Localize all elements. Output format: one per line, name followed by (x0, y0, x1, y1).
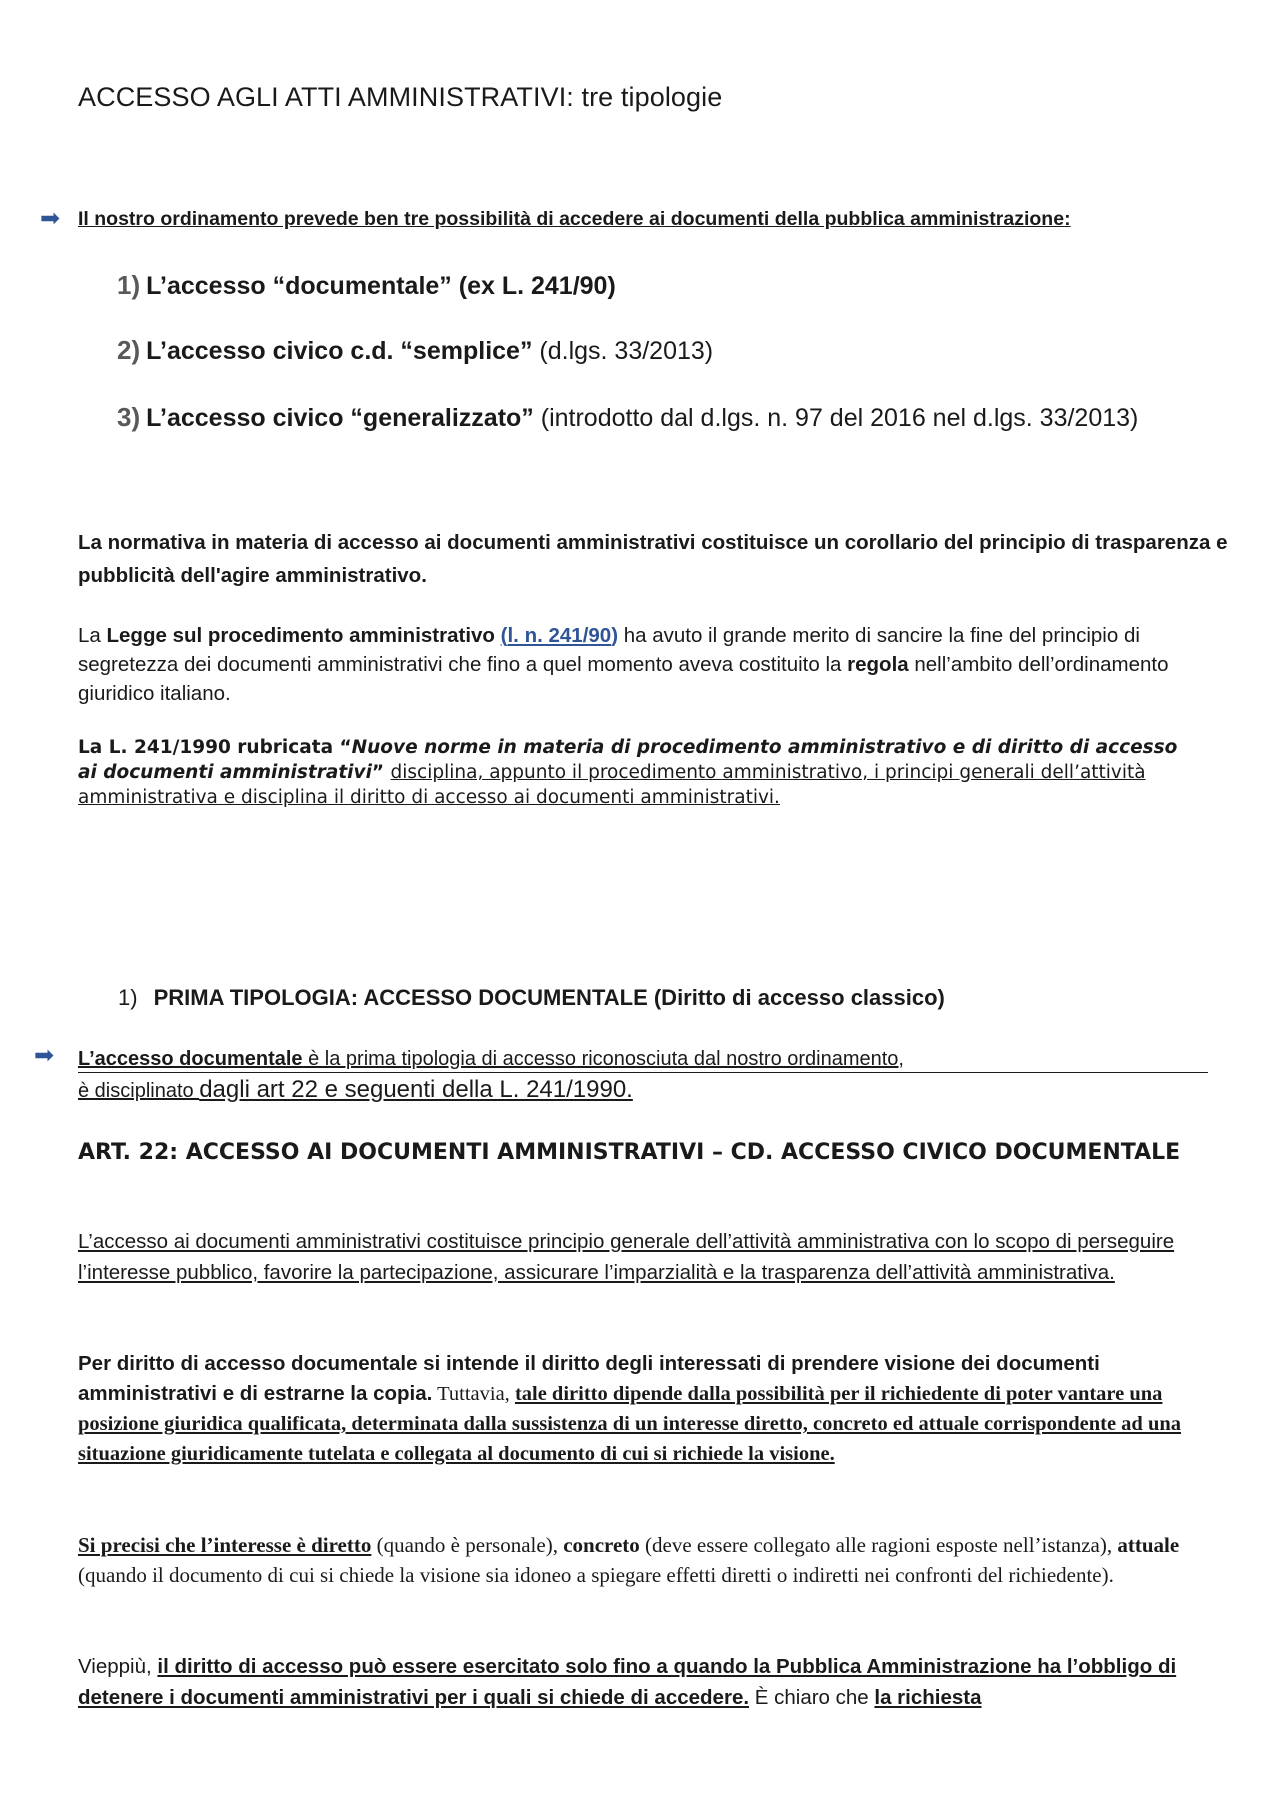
section-number: 1) (118, 985, 138, 1010)
text-bold: attuale (1117, 1533, 1180, 1557)
text-bold: regola (847, 653, 909, 676)
paragraph-diritto (78, 1349, 1228, 1469)
paragraph-rubricata (78, 735, 1188, 810)
section-intro (78, 1046, 1208, 1106)
text-large: dagli art 22 e seguenti della L. 241/1990. (199, 1076, 633, 1103)
text: è disciplinato (78, 1080, 200, 1102)
section-intro-line-2 (78, 1075, 1208, 1106)
text-bold: ” (371, 762, 391, 783)
art22-heading: ART. 22: ACCESSO AI DOCUMENTI AMMINISTRATIVI – CD. ACCESSO CIVICO DOCUMENTALE (78, 1140, 1181, 1165)
text-bold-italic: Nuove norme in materia di procedimento amministrativo e di diritto di accesso ai documenti amministrativi (78, 737, 1178, 783)
text: è la prima tipologia di accesso riconosciuta dal nostro ordinamento, (302, 1048, 904, 1070)
paragraph-vieppiu (78, 1651, 1228, 1713)
text: La (78, 624, 107, 647)
list-item-1 (117, 270, 616, 301)
list-item-3 (117, 402, 1138, 433)
text: È chiaro che (749, 1686, 875, 1709)
text: (quando è personale), (371, 1533, 564, 1557)
section-label: PRIMA TIPOLOGIA: ACCESSO DOCUMENTALE (Diritto di accesso classico) (153, 985, 945, 1010)
paragraph-interesse (78, 1530, 1228, 1590)
text-bold-underlined: tale diritto dipende dalla possibilità per il richiedente di poter vantare una posizione giuridica qualificata, determinata dalla sussistenza di un interesse diretto, concreto ed attuale corrispondente ad una situazione giuridicamente tutelata e collegata al documento di cui si richiede la visione. (78, 1383, 1182, 1465)
section-heading (118, 985, 945, 1011)
text: nell’ambito dell’ordinamento giuridico italiano. (78, 653, 1169, 705)
text: (quando il documento di cui si chiede la visione sia idoneo a spiegare effetti diretti o indiretti nei confronti del richiedente). (78, 1563, 1114, 1587)
law-link-open: ( (500, 624, 508, 647)
paragraph-normativa: La normativa in materia di accesso ai documenti amministrativi costituisce un corollario del principio di trasparenza e pubblicità dell'agire amministrativo. (78, 531, 1228, 587)
intro-line (78, 208, 1071, 231)
list-number: 2) (117, 335, 141, 365)
list-item-bold: L’accesso civico “generalizzato” (146, 404, 534, 432)
list-item-normal: (d.lgs. 33/2013) (532, 337, 714, 365)
text-bold-underlined: il diritto di accesso può essere esercitato solo fino a quando la Pubblica Amministrazione ha l’obbligo di detenere i documenti amministrativi per i quali si chiede di accedere. (78, 1655, 1177, 1709)
text: Tuttavia, (432, 1383, 515, 1405)
arrow-right-icon: ➡ (34, 1042, 55, 1069)
paragraph-principio: L’accesso ai documenti amministrativi costituisce principio generale dell’attività amministrativa con lo scopo di perseguire l’interesse pubblico, favorire la partecipazione, assicurare l’imparzialità e la trasparenza dell’attività amministrativa. (78, 1230, 1175, 1284)
law-link-close: ) (611, 624, 619, 647)
paragraph-legge (78, 621, 1208, 708)
text: (deve essere collegato alle ragioni esposte nell’istanza), (639, 1533, 1118, 1557)
text: Vieppiù, (78, 1655, 158, 1678)
arrow-right-icon: ➡ (40, 205, 61, 232)
list-item-bold: L’accesso civico c.d. “semplice” (146, 337, 533, 365)
text-bold-underlined: Si precisi che l’interesse è diretto (78, 1533, 372, 1557)
text-bold: Legge sul procedimento amministrativo (106, 624, 495, 647)
intro-suffix: : (1064, 208, 1071, 230)
intro-text: Il nostro ordinamento prevede ben tre possibilità di accedere ai documenti della pubblica amministrazione (78, 208, 1065, 230)
text-bold: Per diritto di accesso documentale si intende il diritto degli interessati di prendere visione dei documenti amministrativi e di estrarne la copia. (78, 1352, 1100, 1405)
list-item-bold: L’accesso “documentale” (ex L. 241/90) (146, 272, 616, 300)
section-intro-line-1 (78, 1046, 1208, 1073)
list-item-2 (117, 335, 713, 366)
document-title: ACCESSO AGLI ATTI AMMINISTRATIVI: tre tipologie (78, 82, 723, 112)
text: ha avuto il grande merito di sancire la fine del principio di segretezza dei documenti amministrativi che fino a quel momento aveva costituito la (78, 624, 1140, 676)
law-link[interactable]: l. n. 241/90 (507, 624, 612, 647)
text-bold-underlined: la richiesta (874, 1686, 982, 1709)
text-underlined: disciplina, appunto il procedimento amministrativo, i principi generali dell’attività amministrativa e disciplina il diritto di accesso ai documenti amministrativi. (78, 762, 1146, 808)
text-bold: La L. 241/1990 rubricata “ (78, 737, 352, 758)
text-bold: concreto (563, 1533, 640, 1557)
text-bold: L’accesso documentale (78, 1048, 303, 1070)
list-number: 1) (117, 270, 141, 300)
list-number: 3) (117, 402, 141, 432)
list-item-normal: (introdotto dal d.lgs. n. 97 del 2016 nel d.lgs. 33/2013) (533, 404, 1139, 432)
